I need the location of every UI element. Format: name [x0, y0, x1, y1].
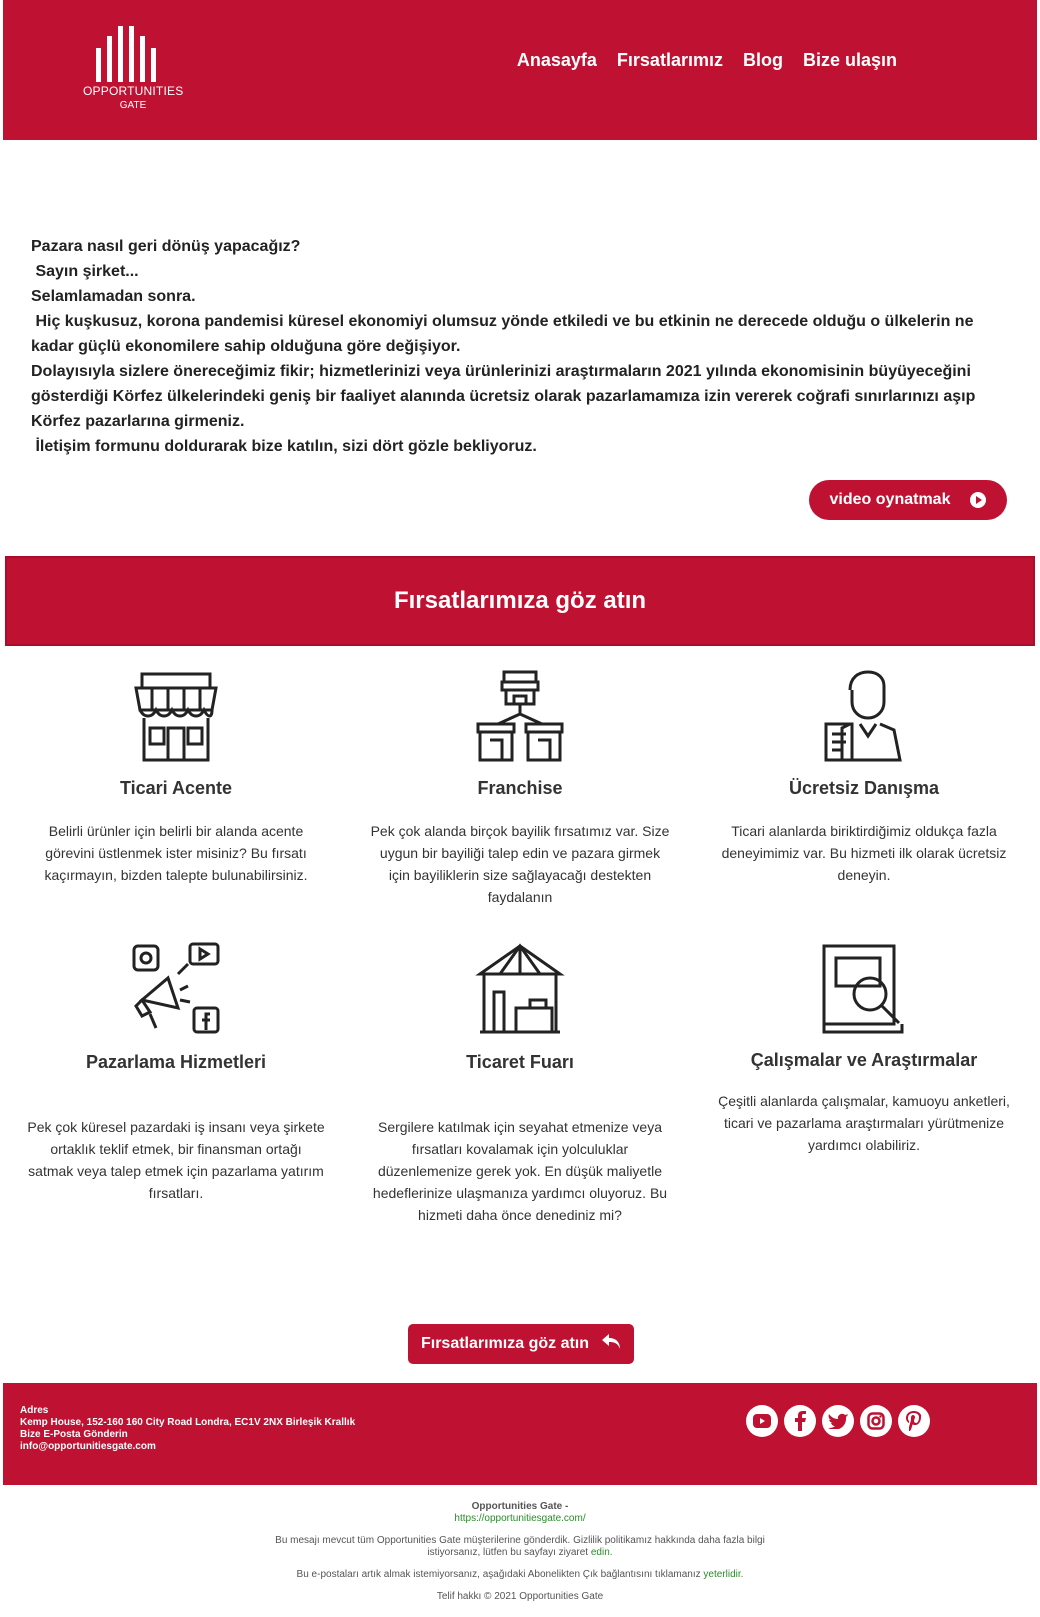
header	[3, 0, 1037, 140]
service-card-commercial-agency[interactable]	[16, 668, 336, 888]
main-nav	[497, 50, 897, 71]
service-description: Pek çok küresel pazardaki iş insanı veya şirkete ortaklık teklif etmek, bir finansman ortağı satmak veya talep etmek için pazarlama yatırım fırsatları.	[27, 1119, 325, 1201]
facebook-icon[interactable]	[784, 1405, 816, 1437]
nav-contact[interactable]: Bize ulaşın	[802, 50, 897, 70]
reply-arrow-icon	[601, 1333, 621, 1356]
footer	[3, 1383, 1037, 1485]
browse-opportunities-label: Fırsatlarımıza göz atın	[420, 1335, 590, 1352]
service-title: Ticari Acente	[119, 778, 233, 798]
privacy-link[interactable]: edin.	[590, 1547, 613, 1558]
service-title: Ticaret Fuarı	[466, 1052, 574, 1072]
franchise-stores-icon	[472, 668, 568, 764]
service-title: Çalışmalar ve Araştırmalar	[750, 1050, 978, 1070]
consultant-icon	[816, 668, 912, 764]
service-card-research[interactable]	[704, 942, 1024, 1182]
twitter-icon[interactable]	[822, 1405, 854, 1437]
nav-blog[interactable]: Blog	[742, 50, 783, 70]
nav-home[interactable]: Anasayfa	[516, 50, 597, 70]
service-card-free-consulting[interactable]	[704, 668, 1024, 888]
service-title: Franchise	[477, 778, 563, 798]
service-description: Pek çok alanda birçok bayilik fırsatımız var. Size uygun bir bayiliği talep edin ve pazara girmek için bayiliklerin size sağlayacağı destekten faydalanın	[370, 823, 670, 905]
intro-text	[31, 234, 991, 459]
banner-title: Fırsatlarımıza göz atın	[393, 587, 647, 614]
storefront-icon	[128, 668, 224, 764]
trade-fair-tent-icon	[472, 942, 568, 1038]
service-card-marketing[interactable]	[16, 942, 336, 1202]
email-link[interactable]: info@opportunitiesgate.com	[20, 1441, 156, 1452]
company-url-link[interactable]: https://opportunitiesgate.com/	[454, 1513, 586, 1524]
email-label: Bize E-Posta Gönderin	[20, 1429, 128, 1440]
address-text: Kemp House, 152-160 160 City Road Londra, EC1V 2NX Birleşik Krallık	[20, 1417, 356, 1428]
service-title: Ücretsiz Danışma	[788, 778, 940, 798]
intro-line: Selamlamadan sonra.	[31, 288, 196, 305]
unsubscribe-text: Bu e-postaları artık almak istemiyorsanız, aşağıdaki Abonelikten Çık bağlantısını tıklamanız	[296, 1569, 701, 1580]
privacy-notice-1: Bu mesajı mevcut tüm Opportunities Gate müşterilerine gönderdik. Gizlilik politikamız hakkında daha fazla bilgi	[275, 1535, 765, 1546]
service-description: Ticari alanlarda biriktirdiğimiz oldukça fazla deneyimimiz var. Bu hizmeti ilk olarak ücretsiz deneyin.	[721, 823, 1007, 883]
intro-line: İletişim formunu doldurarak bize katılın, sizi dört gözle bekliyoruz.	[31, 438, 537, 455]
service-card-franchise[interactable]	[360, 668, 680, 905]
play-circle-icon	[970, 492, 986, 508]
logo-bars-icon	[96, 26, 166, 82]
service-description: Belirli ürünler için belirli bir alanda acente görevini üstlenmek ister misiniz? Bu fırsatı kaçırmayın, bizden talepte bulunabilirsiniz.	[44, 823, 308, 883]
unsubscribe-link[interactable]: yeterlidir.	[703, 1569, 744, 1580]
research-book-icon	[816, 942, 912, 1038]
logo-text: OPPORTUNITIES	[83, 84, 184, 98]
intro-line: Hiç kuşkusuz, korona pandemisi küresel ekonomiyi olumsuz yönde etkiledi ve bu etkinin ne derecede olduğu o ülkelerin ne kadar güçlü ekonomilere sahip olduğuna göre değişiyor.	[31, 313, 978, 355]
copyright: Telif hakkı © 2021 Opportunities Gate	[436, 1591, 604, 1602]
intro-line: Pazara nasıl geri dönüş yapacağız?	[31, 238, 301, 255]
privacy-notice-text: istiyorsanız, lütfen bu sayfayı ziyaret	[427, 1547, 589, 1558]
intro-line: Dolayısıyla sizlere önereceğimiz fikir; hizmetlerinizi veya ürünlerinizi araştırmaların 2021 yılında ekonomisinin büyüyeceğini gösterdiği Körfez ülkelerindeki geniş bir faaliyet alanında ücretsiz olarak pazarlamamıza izin vererek coğrafi sınırlarınızı aşıp Körfez pazarlarına girmeniz.	[31, 363, 976, 430]
play-video-button[interactable]	[809, 480, 1007, 520]
logo-subtext: GATE	[119, 100, 147, 111]
privacy-notice-2	[0, 1547, 1040, 1559]
megaphone-social-icon	[128, 942, 224, 1038]
youtube-icon[interactable]	[746, 1405, 778, 1437]
service-title: Pazarlama Hizmetleri	[85, 1052, 267, 1072]
opportunities-banner	[5, 556, 1035, 646]
opportunities-gate-logo[interactable]	[83, 26, 183, 116]
service-description: Çeşitli alanlarda çalışmalar, kamuoyu anketleri, ticari ve pazarlama araştırmaları yürütmenize yardımcı olabiliriz.	[718, 1093, 1010, 1153]
company-url	[0, 1513, 1040, 1525]
intro-line: Sayın şirket...	[31, 263, 139, 280]
browse-opportunities-button[interactable]	[408, 1324, 634, 1364]
address-label: Adres	[20, 1405, 49, 1416]
unsubscribe-notice	[0, 1569, 1040, 1581]
service-card-trade-fair[interactable]	[360, 942, 680, 1232]
pinterest-icon[interactable]	[898, 1405, 930, 1437]
company-name: Opportunities Gate -	[471, 1501, 569, 1512]
footer-contact-info	[20, 1405, 355, 1453]
instagram-icon[interactable]	[860, 1405, 892, 1437]
play-video-label: video oynatmak	[829, 491, 951, 508]
service-description: Sergilere katılmak için seyahat etmenize veya fırsatları kovalamak için yolculuklar düzenlemenize gerek yok. En düşük maliyetle hedeflerinize ulaşmanıza yardımcı oluyoruz. Bu hizmeti daha önce denediniz mi?	[372, 1119, 668, 1223]
social-links	[746, 1405, 930, 1437]
nav-opportunities[interactable]: Fırsatlarımız	[616, 50, 723, 70]
